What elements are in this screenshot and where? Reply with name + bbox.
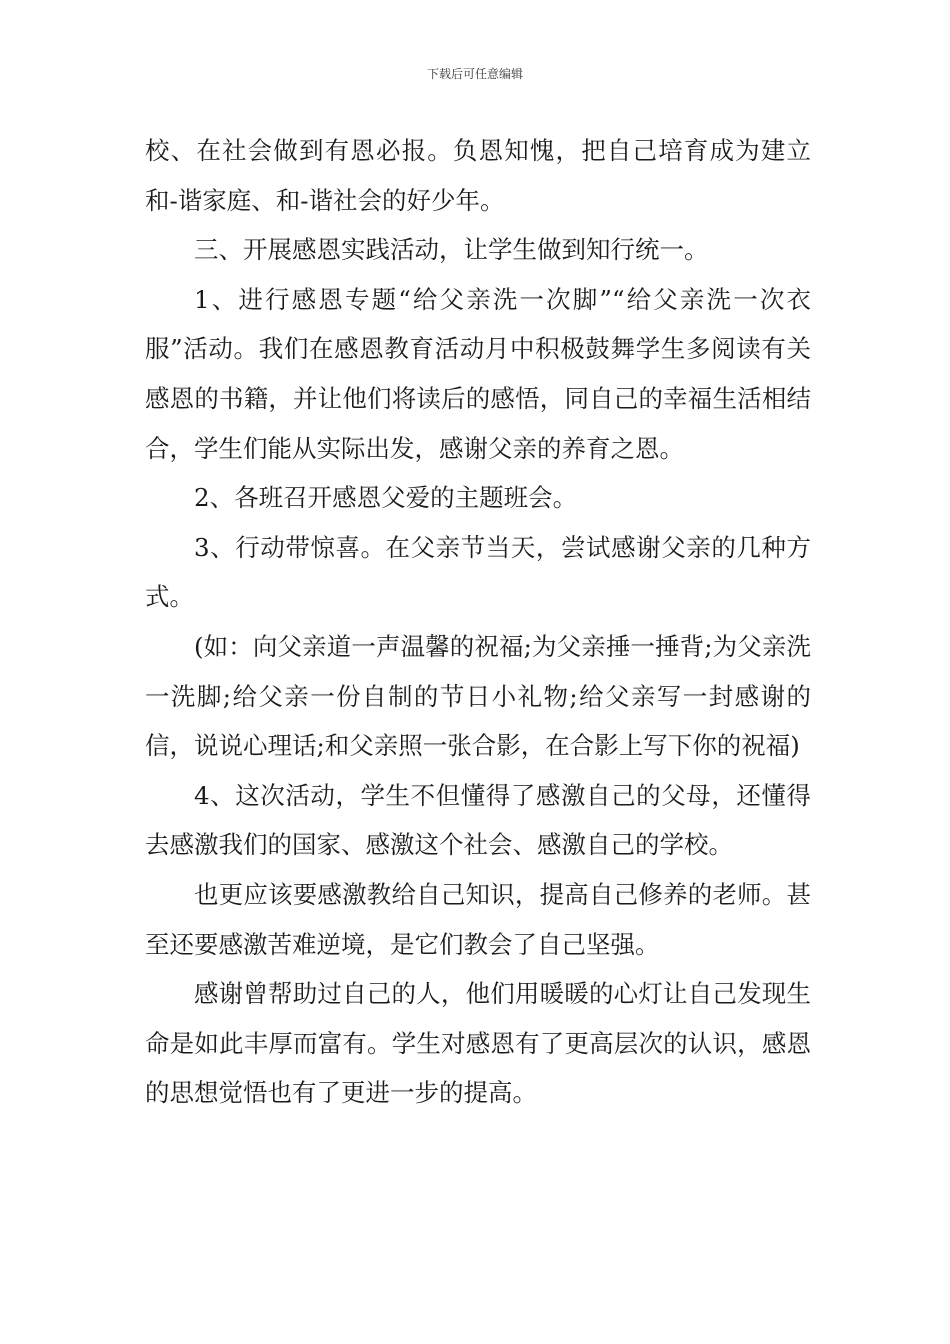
paragraph-item-1: 1、进行感恩专题“给父亲洗一次脚”“给父亲洗一次衣服”活动。我们在感恩教育活动月中积极鼓舞学生多阅读有关感恩的书籍，并让他们将读后的感悟，同自己的幸福生活相结合，学生们能从实际出发，感谢父亲的养育之恩。 [145, 284, 811, 463]
paragraph-gratitude-teachers: 也更应该要感激教给自己知识，提高自己修养的老师。甚至还要感激苦难逆境，是它们教会了自己坚强。 [145, 879, 811, 959]
paragraph-conclusion: 感谢曾帮助过自己的人，他们用暖暖的心灯让自己发现生命是如此丰厚而富有。学生对感恩有了更高层次的认识，感恩的思想觉悟也有了更进一步的提高。 [145, 979, 811, 1108]
page-header: 下载后可任意编辑 [426, 67, 523, 81]
paragraph-item-3: 3、行动带惊喜。在父亲节当天，尝试感谢父亲的几种方式。 [145, 532, 811, 612]
document-body [145, 126, 811, 1118]
paragraph-item-4: 4、这次活动，学生不但懂得了感激自己的父母，还懂得去感激我们的国家、感激这个社会、感激自己的学校。 [145, 780, 811, 860]
paragraph-continuation: 校、在社会做到有恩必报。负恩知愧，把自己培育成为建立和-谐家庭、和-谐社会的好少年。 [145, 136, 811, 215]
paragraph-examples: (如：向父亲道一声温馨的祝福;为父亲捶一捶背;为父亲洗一洗脚;给父亲一份自制的节日小礼物;给父亲写一封感谢的信，说说心理话;和父亲照一张合影，在合影上写下你的祝福) [145, 631, 811, 761]
paragraph-section-heading: 三、开展感恩实践活动，让学生做到知行统一。 [194, 235, 709, 265]
paragraph-item-2: 2、各班召开感恩父爱的主题班会。 [194, 483, 578, 513]
